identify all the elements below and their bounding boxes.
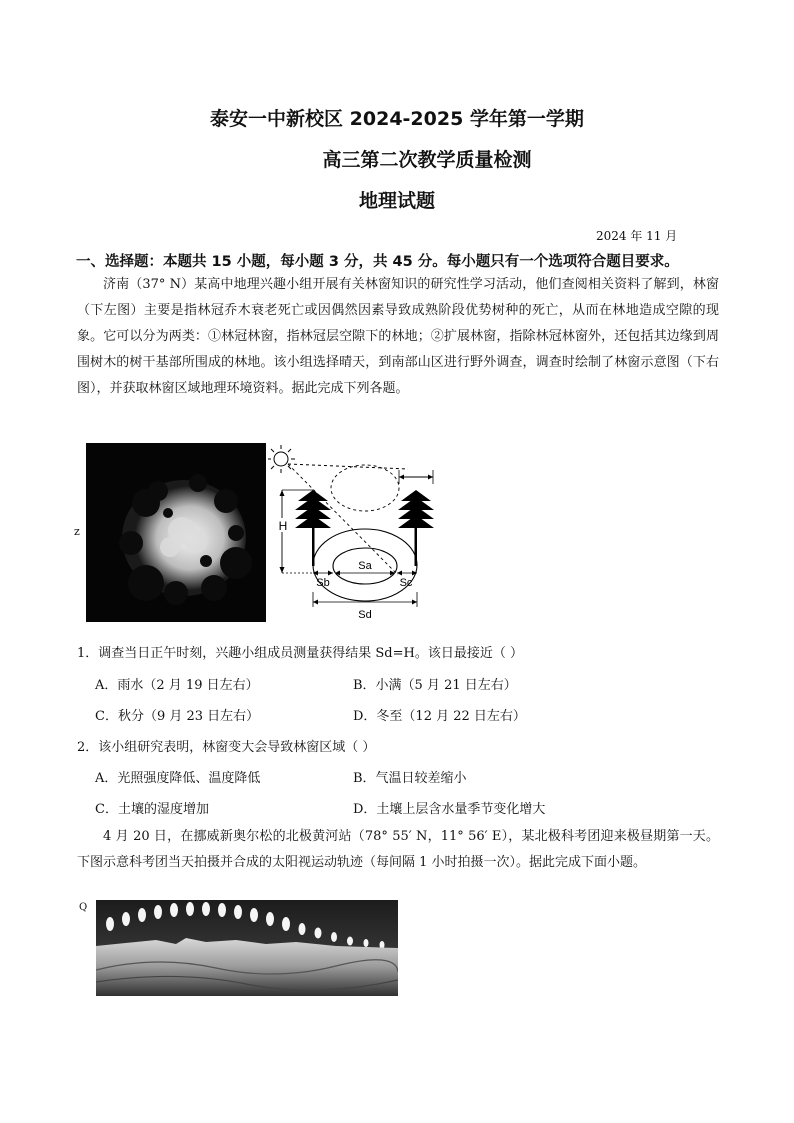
label-sc: Sc <box>399 577 413 589</box>
forest-gap-diagram <box>268 442 444 627</box>
reading-passage-2: 4 月 20 日，在挪威新奥尔松的北极黄河站（78° 55′ N，11° 56′ E），某北极科考团迎来极昼期第一天。下图示意科考团当天拍摄并合成的太阳视运动轨迹（每间隔 1 小时拍摄一次）。据此完成下面小题。 <box>77 829 719 870</box>
question-2-stem: 2．该小组研究表明，林窗变大会导致林窗区域（ ） <box>77 740 376 755</box>
forest-gap-photo <box>86 443 266 622</box>
question-1-option-b: B．小满（5 月 21 日左右） <box>353 678 517 693</box>
exam-title-line2: 高三第二次教学质量检测 <box>322 149 532 171</box>
section-heading: 一、选择题：本题共 15 小题，每小题 3 分，共 45 分。每小题只有一个选项符合题目要求。 <box>76 254 679 270</box>
question-1-option-a: A．雨水（2 月 19 日左右） <box>95 678 259 693</box>
label-sa: Sa <box>358 560 372 572</box>
sun-icon <box>268 445 295 473</box>
label-sd: Sd <box>358 609 372 621</box>
figure1-side-label: z <box>74 525 80 538</box>
label-sb: Sb <box>316 577 330 589</box>
question-1-option-c: C．秋分（9 月 23 日左右） <box>95 709 260 724</box>
question-2-option-d: D．土壤上层含水量季节变化增大 <box>353 802 546 817</box>
question-2-option-b: B．气温日较差缩小 <box>353 771 467 786</box>
exam-date: 2024 年 11 月 <box>596 229 678 243</box>
figure2-side-label: Q <box>79 902 88 913</box>
label-h: H <box>278 519 288 533</box>
reading-passage-1: 济南（37° N）某高中地理兴趣小组开展有关林窗知识的研究性学习活动，他们查阅相关资料了解到，林窗（下左图）主要是指林冠乔木衰老死亡或因偶然因素导致成熟阶段优势树种的死亡，从而在林地造成空隙的现象。它可以分为两类：①林冠林窗，指林冠层空隙下的林地；②扩展林窗，指除林冠林窗外，还包括其边缘到周围树木的树干基部所围成的林地。该小组选择晴天，到南部山区进行野外调查，调查时绘制了林窗示意图（下右图），并获取林窗区域地理环境资料。据此完成下列各题。 <box>77 277 719 396</box>
question-1-option-d: D．冬至（12 月 22 日左右） <box>353 709 526 724</box>
exam-subject-title: 地理试题 <box>358 190 435 212</box>
question-2-option-c: C．土壤的湿度增加 <box>95 802 209 817</box>
exam-title-line1: 泰安一中新校区 2024-2025 学年第一学期 <box>210 108 584 130</box>
sun-trajectory-panorama <box>96 900 398 996</box>
question-1-stem: 1．调查当日正午时刻，兴趣小组成员测量获得结果 Sd=H。该日最接近（ ） <box>77 646 523 661</box>
question-2-option-a: A．光照强度降低、温度降低 <box>95 771 261 786</box>
